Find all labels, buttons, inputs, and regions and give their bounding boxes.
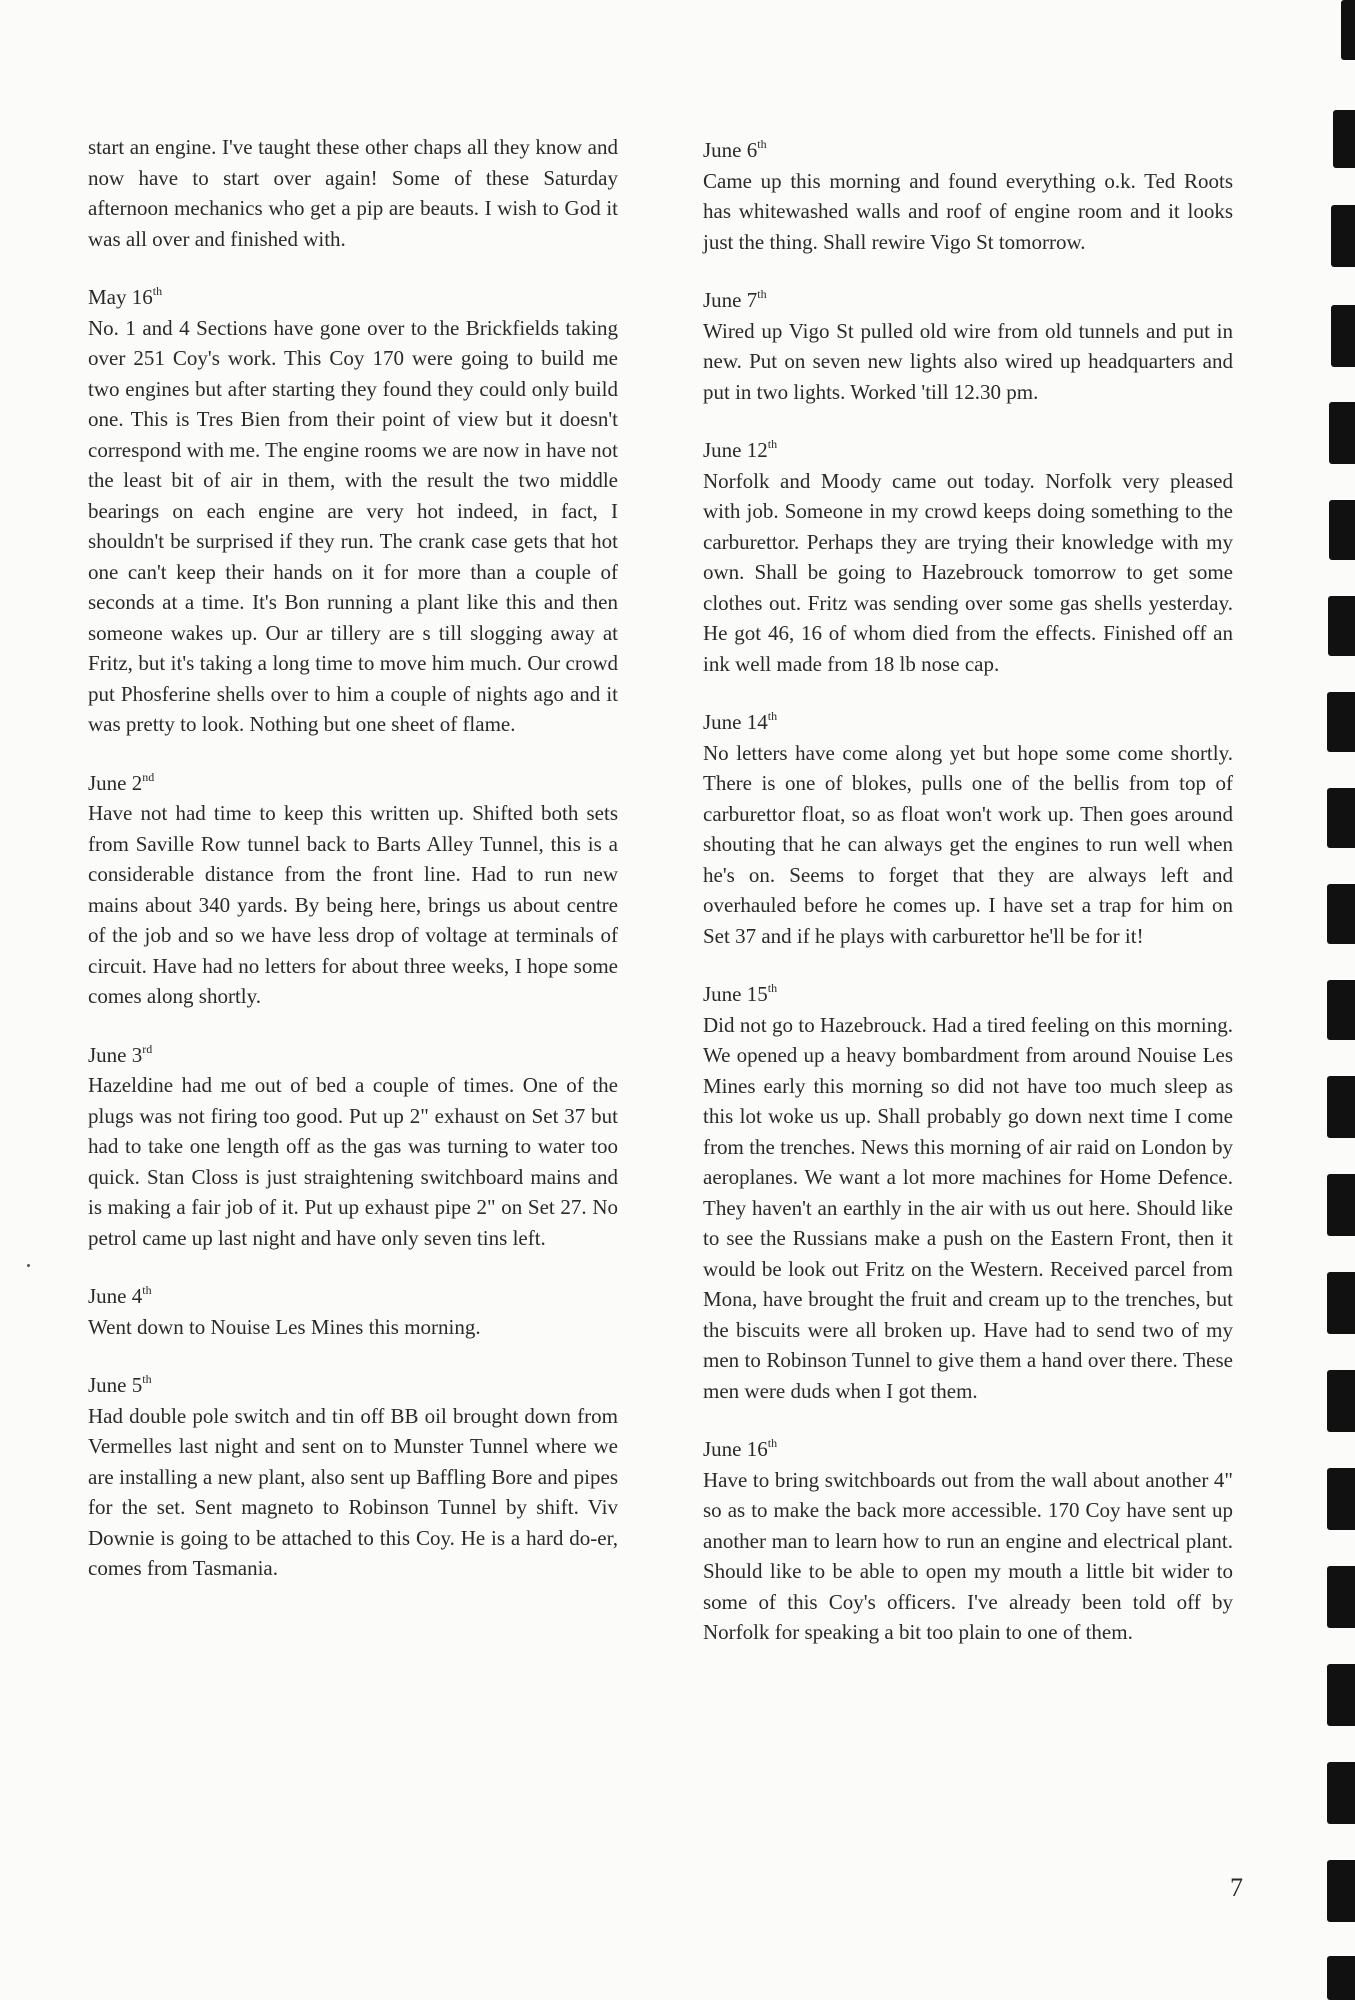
entry-text: No. 1 and 4 Sections have gone over to the Brickfields taking over 251 Coy's work. This Coy 170 were going to build me two engines but after starting they found they could only build one. This is Tres Bien from their point of view but it doesn't correspond with me. The engine rooms we are now in have not the least bit of air in them, with the result the two middle bearings on each engine are very hot indeed, in fact, I shouldn't be surprised if they run. The crank case gets that hot one can't keep their hands on it for more than a couple of seconds at a time. It's Bon running a plant like this and then someone wakes up. Our ar tillery are s till slogging away at Fritz, but it's taking a long time to move him much. Our crowd put Phosferine shells over to him a couple of nights ago and it was pretty to look. Nothing but one sheet of flame. — [88, 315, 618, 736]
entry-text: No letters have come along yet but hope some come shortly. There is one of blokes, pulls one of the bellis from top of carburettor float, so as float won't work up. Then goes around shouting that he can always get the engines to run well when he's on. Seems to forget that they are always left and overhauled before he comes up. I have set a trap for him on Set 37 and if he plays with carburettor he'll be for it! — [703, 740, 1233, 948]
diary-entry-june-16 — [703, 1434, 1233, 1648]
entry-date: June 5th — [88, 1372, 152, 1397]
entry-date: June 2nd — [88, 769, 155, 795]
entry-date: June 7th — [703, 287, 767, 312]
entry-date: May 16th — [88, 284, 163, 309]
entry-date: June 3rd — [88, 1041, 153, 1067]
entry-text: Have not had time to keep this written up. Shifted both sets from Saville Row tunnel back to Barts Alley Tunnel, this is a considerable distance from the front line. Had to run new mains about 340 yards. By being here, brings us about centre of the job and so we have less drop of voltage at terminals of circuit. Have had no letters for about three weeks, I hope some comes along shortly. — [88, 801, 618, 1008]
diary-entry-june-2 — [88, 768, 618, 1012]
entry-text: Hazeldine had me out of bed a couple of times. One of the plugs was not firing too good. Put up 2" exhaust on Set 37 but had to take one length off as the gas was turning to water too quick. Stan Closs is just straightening switchboard mains and is making a fair job of it. Put up exhaust pipe 2" on Set 27. No petrol came up last night and have only seven tins left. — [88, 1073, 618, 1250]
continued-entry — [88, 132, 618, 254]
entry-date: June 16th — [703, 1436, 778, 1461]
diary-entry-june-4 — [88, 1281, 618, 1342]
entry-text: Did not go to Hazebrouck. Had a tired feeling on this morning. We opened up a heavy bombardment from around Nouise Les Mines early this morning so did not have too much sleep as this lot woke us up. Shall probably go down next time I come from the trenches. News this morning of air raid on London by aeroplanes. We want a lot more machines for Home Defence. They haven't an earthly in the air with us out here. Should like to see the Russians make a push on the Eastern Front, then it would be look out Fritz on the Western. Received parcel from Mona, have brought the fruit and cream up to the trenches, but the biscuits were all broken up. Have had to send two of my men to Robinson Tunnel to give them a hand over there. These men were duds when I got them. — [703, 1012, 1233, 1403]
diary-entry-june-5 — [88, 1370, 618, 1584]
entry-text: Wired up Vigo St pulled old wire from old tunnels and put in new. Put on seven new lights also wired up headquarters and put in two lights. Worked 'till 12.30 pm. — [703, 318, 1233, 404]
entry-text: Norfolk and Moody came out today. Norfolk very pleased with job. Someone in my crowd keeps doing something to the carburettor. Perhaps they are trying their knowledge with my own. Shall be going to Hazebrouck tomorrow to get some clothes out. Fritz was sending over some gas shells yesterday. He got 46, 16 of whom died from the effects. Finished off an ink well made from 18 lb nose cap. — [703, 468, 1233, 676]
entry-date: June 4th — [88, 1283, 152, 1308]
diary-entry-june-6 — [703, 135, 1233, 257]
entry-date: June 6th — [703, 137, 767, 162]
left-column — [88, 132, 618, 1612]
entry-text: Have to bring switchboards out from the wall about another 4" so as to make the back more accessible. 170 Coy have sent up another man to learn how to run an engine and electrical plant. Should like to be able to open my mouth a little bit wider to some of this Coy's officers. I've already been told off by Norfolk for speaking a bit too plain to one of them. — [703, 1467, 1233, 1644]
right-column — [703, 135, 1233, 1676]
diary-entry-may-16 — [88, 282, 618, 740]
entry-text: Went down to Nouise Les Mines this morning. — [88, 1314, 481, 1339]
diary-entry-june-15 — [703, 979, 1233, 1406]
entry-text: start an engine. I've taught these other chaps all they know and now have to start over again! Some of these Saturday afternoon mechanics who get a pip are beauts. I wish to God it was all over and finished with. — [88, 135, 618, 251]
page-number: 7 — [1230, 1873, 1243, 1902]
entry-date: June 12th — [703, 437, 778, 462]
diary-entry-june-12 — [703, 435, 1233, 679]
diary-entry-june-3 — [88, 1040, 618, 1254]
entry-text: Had double pole switch and tin off BB oil brought down from Vermelles last night and sent on to Munster Tunnel where we are installing a new plant, also sent up Baffling Bore and pipes for the set. Sent magneto to Robinson Tunnel by shift. Viv Downie is going to be attached to this Coy. He is a hard do-er, comes from Tasmania. — [88, 1403, 618, 1580]
scan-speck — [27, 1264, 30, 1267]
entry-text: Came up this morning and found everything o.k. Ted Roots has whitewashed walls and roof of engine room and it looks just the thing. Shall rewire Vigo St tomorrow. — [703, 168, 1233, 254]
entry-date: June 14th — [703, 709, 778, 734]
diary-entry-june-7 — [703, 285, 1233, 407]
diary-entry-june-14 — [703, 707, 1233, 951]
spiral-binding — [1318, 0, 1355, 2000]
entry-date: June 15th — [703, 981, 778, 1006]
